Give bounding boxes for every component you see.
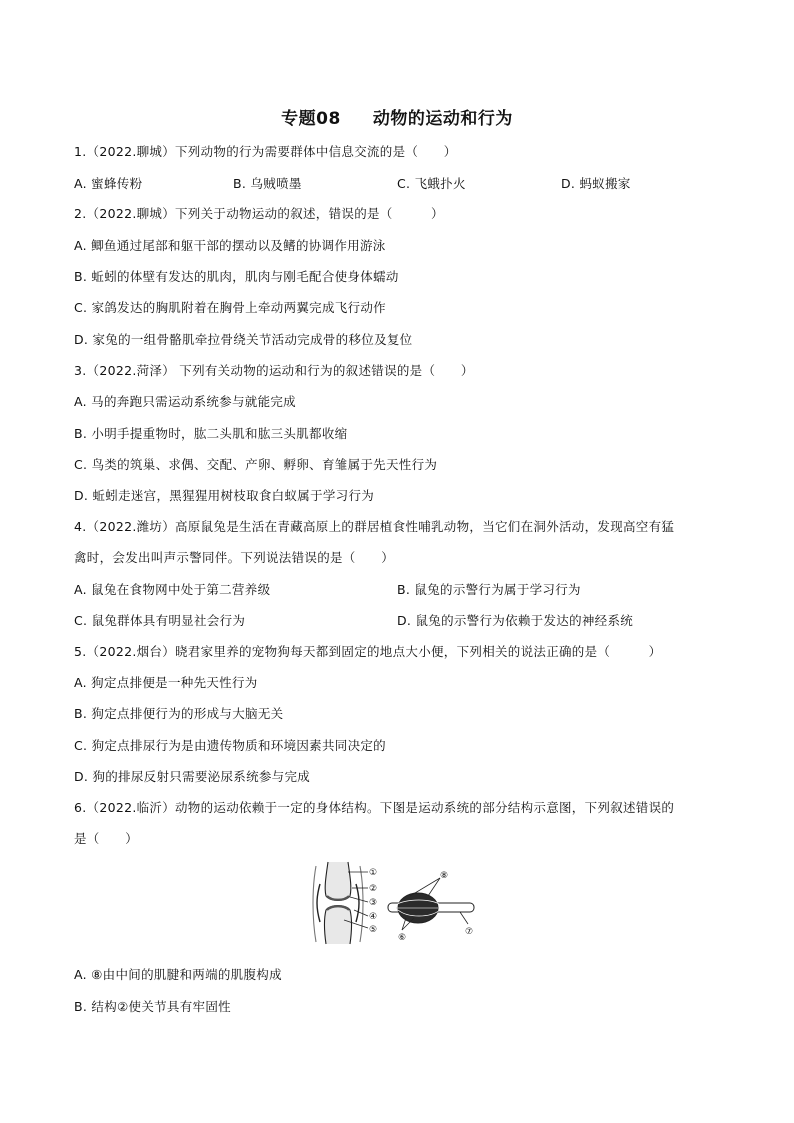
question-5-option-c: C. 狗定点排尿行为是由遗传物质和环境因素共同决定的 [74, 738, 386, 753]
question-1-option-a: A. 蜜蜂传粉 [74, 176, 143, 191]
question-4-stem-line-2: 禽时，会发出叫声示警同伴。下列说法错误的是（ ） [74, 550, 395, 565]
question-2-stem: 2.（2022.聊城）下列关于动物运动的叙述，错误的是（ ） [74, 206, 444, 221]
label-5: ⑤ [369, 925, 378, 935]
question-3-option-b: B. 小明手提重物时，肱二头肌和肱三头肌都收缩 [74, 426, 348, 441]
question-6-option-b: B. 结构②使关节具有牢固性 [74, 999, 231, 1014]
question-6-stem-line-2: 是（ ） [74, 831, 139, 846]
page-title: 专题08 动物的运动和行为 [281, 109, 513, 129]
label-7: ⑦ [465, 927, 474, 937]
question-4-option-a: A. 鼠兔在食物网中处于第二营养级 [74, 582, 271, 597]
label-3: ③ [369, 898, 378, 908]
question-3-option-d: D. 蚯蚓走迷宫，黑猩猩用树枝取食白蚁属于学习行为 [74, 488, 375, 503]
joint-muscle-diagram [310, 858, 490, 948]
question-6-option-a: A. ⑧由中间的肌腱和两端的肌腹构成 [74, 967, 282, 982]
joint-structure [313, 862, 363, 944]
question-3-option-a: A. 马的奔跑只需运动系统参与就能完成 [74, 394, 296, 409]
question-5-stem: 5.（2022.烟台）晓君家里养的宠物狗每天都到固定的地点大小便，下列相关的说法正确的是（ ） [74, 644, 662, 659]
question-4-option-d: D. 鼠兔的示警行为依赖于发达的神经系统 [397, 613, 634, 628]
question-4-stem-line-1: 4.（2022.潍坊）高原鼠兔是生活在青藏高原上的群居植食性哺乳动物，当它们在洞外活动，发现高空有猛 [74, 519, 675, 534]
label-8: ⑧ [440, 871, 449, 881]
question-2-option-d: D. 家兔的一组骨骼肌牵拉骨绕关节活动完成骨的移位及复位 [74, 332, 413, 347]
label-6: ⑥ [398, 933, 407, 943]
label-1: ① [369, 868, 378, 878]
question-4-option-c: C. 鼠兔群体具有明显社会行为 [74, 613, 246, 628]
question-5-option-d: D. 狗的排尿反射只需要泌尿系统参与完成 [74, 769, 311, 784]
question-6-stem-line-1: 6.（2022.临沂）动物的运动依赖于一定的身体结构。下图是运动系统的部分结构示意图，下列叙述错误的 [74, 800, 675, 815]
question-5-option-a: A. 狗定点排便是一种先天性行为 [74, 675, 258, 690]
question-1-stem: 1.（2022.聊城）下列动物的行为需要群体中信息交流的是（ ） [74, 144, 457, 159]
label-4: ④ [369, 912, 378, 922]
question-2-option-c: C. 家鸽发达的胸肌附着在胸骨上牵动两翼完成飞行动作 [74, 300, 386, 315]
question-1-option-d: D. 蚂蚁搬家 [561, 176, 631, 191]
question-3-option-c: C. 鸟类的筑巢、求偶、交配、产卵、孵卵、育雏属于先天性行为 [74, 457, 438, 472]
question-5-option-b: B. 狗定点排便行为的形成与大脑无关 [74, 706, 284, 721]
question-1-option-b: B. 乌贼喷墨 [233, 176, 302, 191]
label-2: ② [369, 884, 378, 894]
question-1-option-c: C. 飞蛾扑火 [397, 176, 466, 191]
muscle-structure [388, 893, 474, 923]
question-2-option-b: B. 蚯蚓的体壁有发达的肌肉，肌肉与刚毛配合使身体蠕动 [74, 269, 399, 284]
question-4-option-b: B. 鼠兔的示警行为属于学习行为 [397, 582, 581, 597]
question-3-stem: 3.（2022.菏泽） 下列有关动物的运动和行为的叙述错误的是（ ） [74, 363, 474, 378]
question-2-option-a: A. 鲫鱼通过尾部和躯干部的摆动以及鳍的协调作用游泳 [74, 238, 386, 253]
